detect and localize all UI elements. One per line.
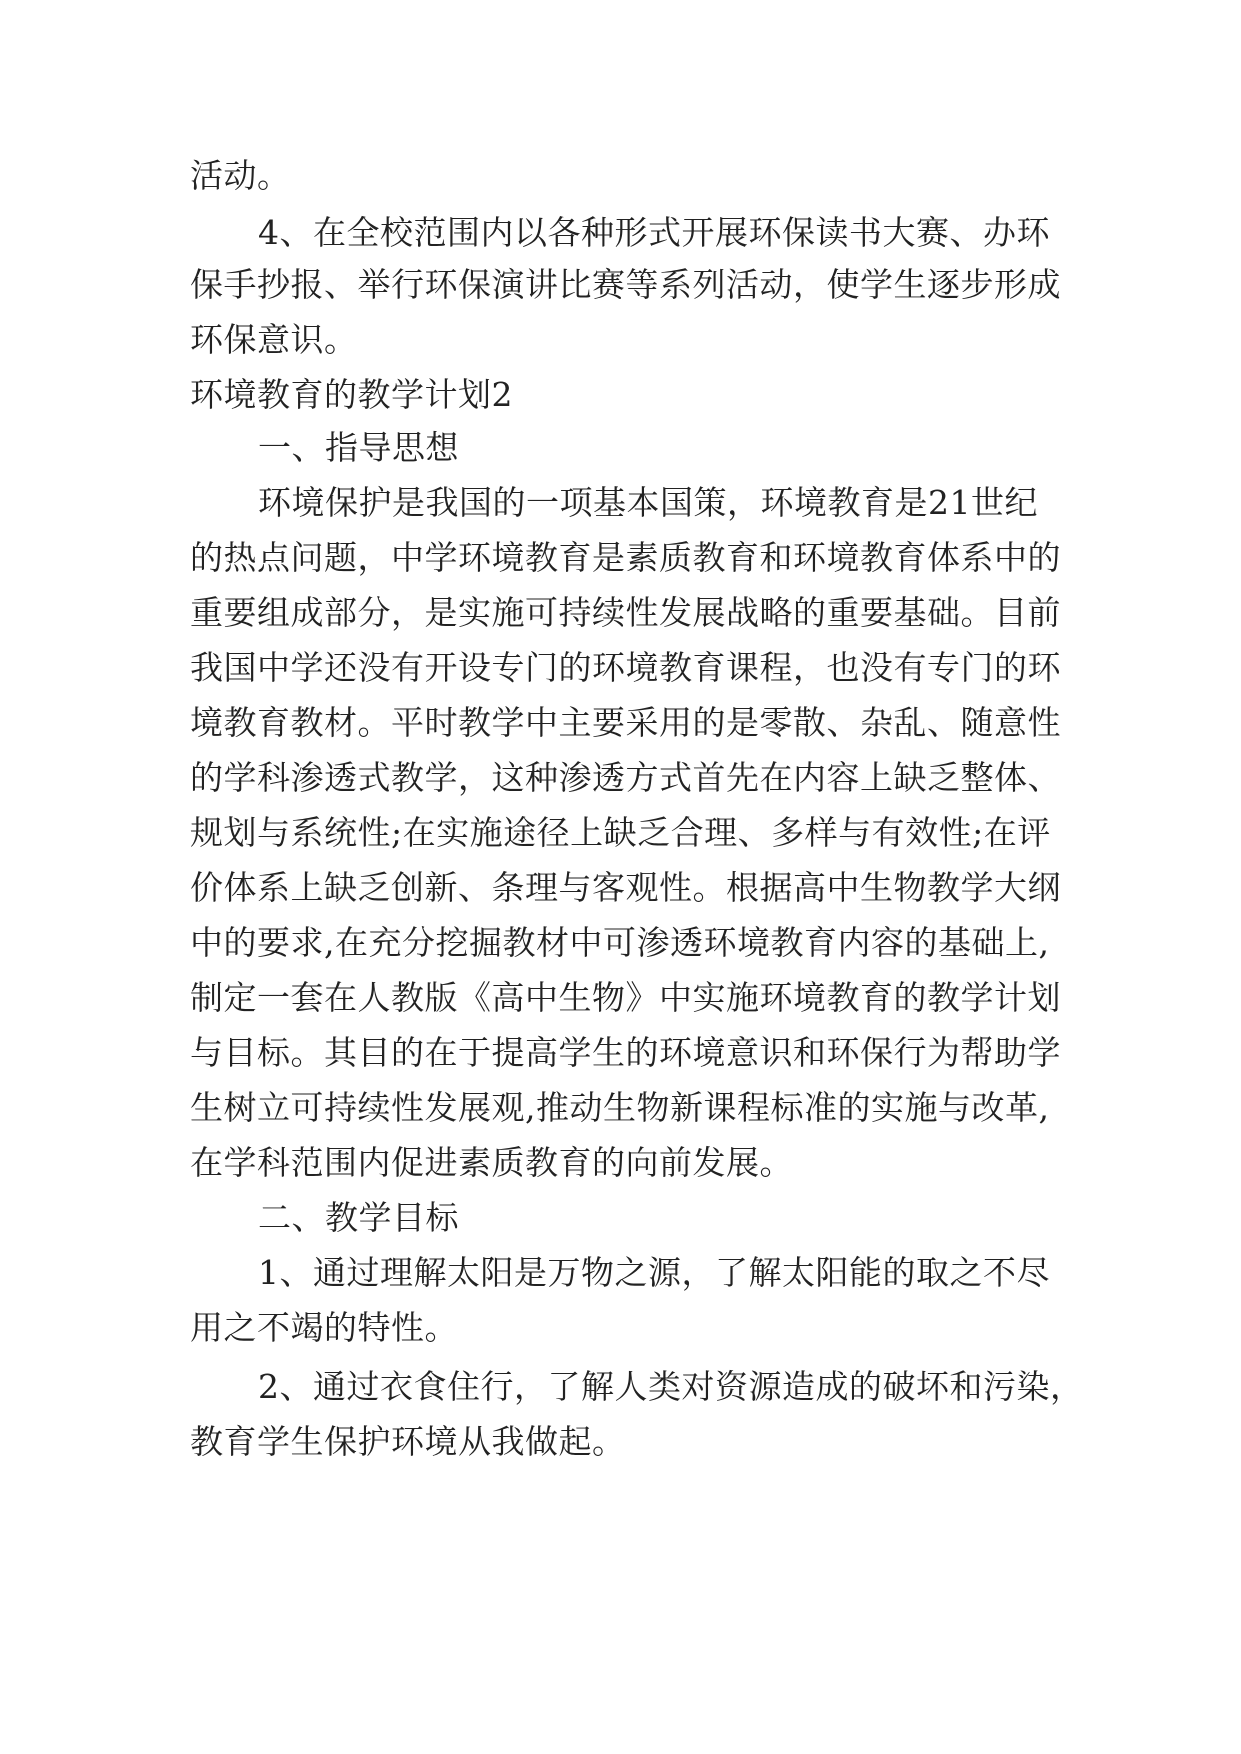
paragraph-line: 我国中学还没有开设专门的环境教育课程，也没有专门的环	[190, 648, 1061, 687]
paragraph-line: 境教育教材。平时教学中主要采用的是零散、杂乱、随意性	[190, 703, 1061, 742]
list-item-text: 2、通过衣食住行，了解人类对资源造成的破坏和污染，	[258, 1367, 1084, 1406]
text-line: 教育学生保护环境从我做起。	[190, 1422, 626, 1461]
section-title: 环境教育的教学计划2	[190, 375, 513, 414]
list-item-text: 1、通过理解太阳是万物之源，了解太阳能的取之不尽	[258, 1253, 1050, 1292]
paragraph-line: 制定一套在人教版《高中生物》中实施环境教育的教学计划	[190, 978, 1061, 1017]
paragraph-line: 环境保护是我国的一项基本国策，环境教育是21世纪	[258, 483, 1038, 522]
section-heading: 一、指导思想	[258, 428, 459, 467]
paragraph-line: 的学科渗透式教学，这种渗透方式首先在内容上缺乏整体、	[190, 758, 1061, 797]
paragraph-line: 中的要求,在充分挖掘教材中可渗透环境教育内容的基础上,	[190, 923, 1050, 962]
paragraph-line: 价体系上缺乏创新、条理与客观性。根据高中生物教学大纲	[190, 868, 1061, 907]
paragraph-line: 规划与系统性;在实施途径上缺乏合理、多样与有效性;在评	[190, 813, 1051, 852]
text-line: 用之不竭的特性。	[190, 1308, 458, 1347]
paragraph-line: 生树立可持续性发展观,推动生物新课程标准的实施与改革,	[190, 1088, 1050, 1127]
paragraph-line: 在学科范围内促进素质教育的向前发展。	[190, 1143, 793, 1182]
paragraph-line: 与目标。其目的在于提高学生的环境意识和环保行为帮助学	[190, 1033, 1061, 1072]
section-heading: 二、教学目标	[258, 1198, 459, 1237]
list-item-text: 4、在全校范围内以各种形式开展环保读书大赛、办环	[258, 213, 1050, 252]
text-line: 活动。	[190, 156, 291, 195]
text-line: 环保意识。	[190, 320, 358, 359]
text-line: 保手抄报、举行环保演讲比赛等系列活动，使学生逐步形成	[190, 265, 1061, 304]
paragraph-line: 的热点问题，中学环境教育是素质教育和环境教育体系中的	[190, 538, 1061, 577]
paragraph-line: 重要组成部分，是实施可持续性发展战略的重要基础。目前	[190, 593, 1061, 632]
